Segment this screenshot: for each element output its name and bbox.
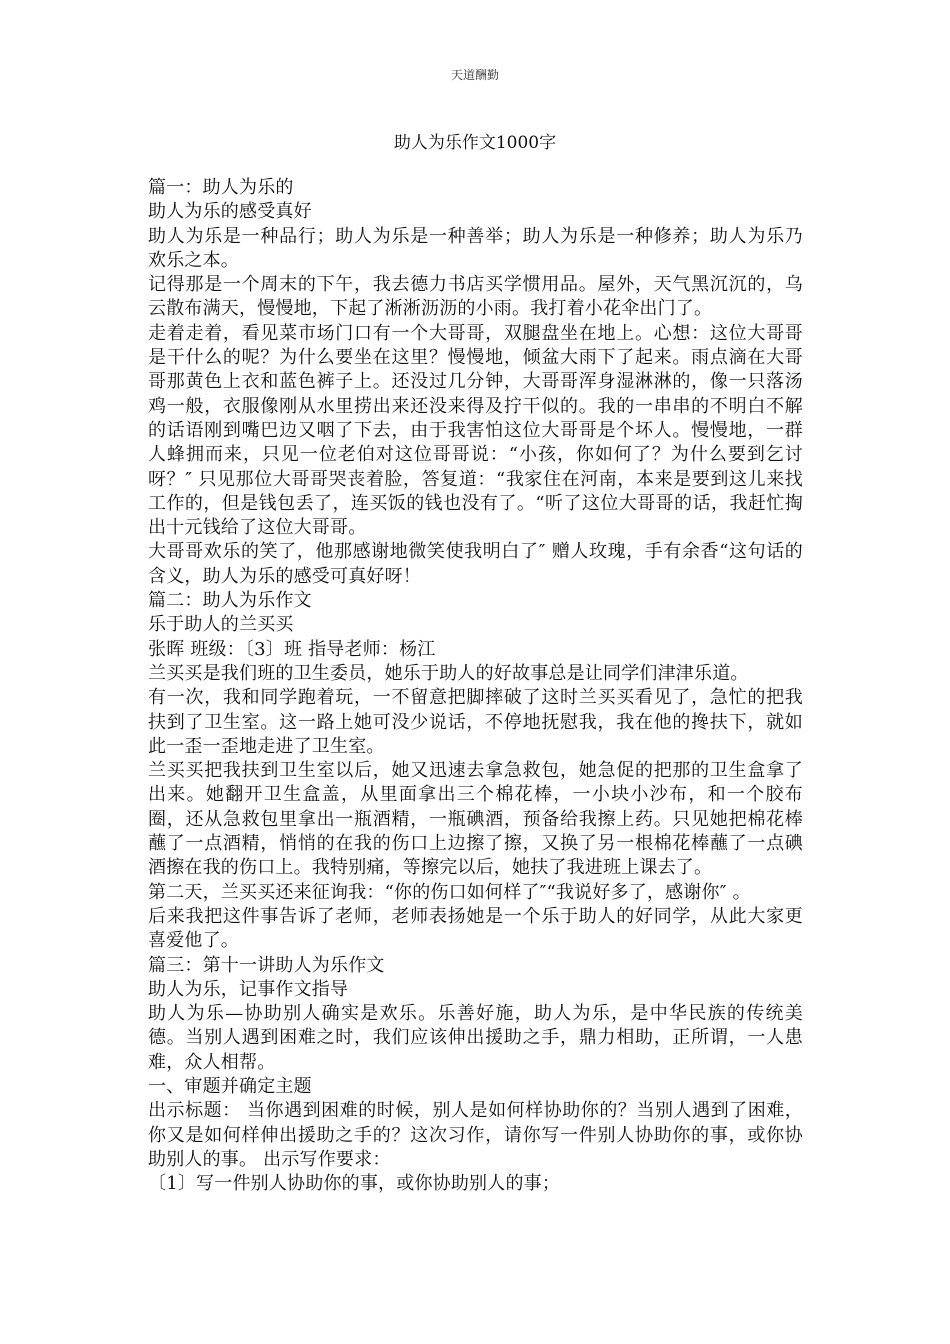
paragraph: 助人为乐—协助别人确实是欢乐。乐善好施，助人为乐，是中华民族的传统美德。当别人遇到困难之时，我们应该伸出援助之手，鼎力相助，正所谓，一人患难，众人相帮。 [148, 1003, 803, 1073]
paragraph: 出示标题： 当你遇到困难的时候，别人是如何样协助你的？当别人遇到了困难，你又是如何样伸出援助之手的？这次习作，请你写一件别人协助你的事，或你协助别人的事。 出示写作要求： [148, 1100, 803, 1170]
paragraph: 兰买买是我们班的卫生委员，她乐于助人的好故事总是让同学们津津乐道。 [148, 662, 749, 684]
page-header: 天道酬勤 [450, 68, 499, 82]
section-heading-2: 篇二：助人为乐作文 [148, 590, 312, 612]
document-body [148, 176, 803, 1196]
list-item: 〔1〕写一件别人协助你的事，或你协助别人的事； [148, 1173, 561, 1195]
document-title: 助人为乐作文1000字 [393, 133, 557, 153]
paragraph: 助人为乐是一种品行；助人为乐是一种善举；助人为乐是一种修养；助人为乐乃欢乐之本。 [148, 225, 803, 271]
paragraph: 走着走着，看见菜市场门口有一个大哥哥，双腿盘坐在地上。心想：这位大哥哥是干什么的呢？为什么要坐在这里？慢慢地，倾盆大雨下了起来。雨点滴在大哥哥那黄色上衣和蓝色裤子上。还没过几分钟，大哥哥浑身湿淋淋的，像一只落汤鸡一般，衣服像刚从水里捞出来还没来得及拧干似的。我的一串串的不明白不解的话语刚到嘴巴边又咽了下去，由于我害怕这位大哥哥是个坏人。慢慢地，一群人蜂拥而来，只见一位老伯对这位哥哥说：“小孩，你如何了？为什么要到乞讨呀？″ 只见那位大哥哥哭丧着脸，答复道：“我家住在河南，本来是要到这儿来找工作的，但是钱包丢了，连买饭的钱也没有了。“听了这位大哥哥的话，我赶忙掏出十元钱给了这位大哥哥。 [148, 322, 803, 539]
paragraph: 大哥哥欢乐的笑了，他那感谢地微笑使我明白了″ 赠人玫瑰，手有余香“这句话的含义，助人为乐的感受可真好呀！ [148, 541, 803, 587]
paragraph: 后来我把这件事告诉了老师，老师表扬她是一个乐于助人的好同学，从此大家更喜爱他了。 [148, 905, 803, 952]
essay-title-1: 助人为乐的感受真好 [148, 201, 312, 223]
author-line: 张晖 班级：〔3〕班 指导老师：杨江 [148, 638, 436, 660]
paragraph: 兰买买把我扶到卫生室以后，她又迅速去拿急救包，她急促的把那的卫生盒拿了出来。她翻开卫生盒盖，从里面拿出三个棉花棒，一小块小沙布，和一个胶布圈，还从急救包里拿出一瓶酒精，一瓶碘酒，预备给我擦上药。只见她把棉花棒蘸了一点酒精，悄悄的在我的伤口上边擦了擦，又换了另一根棉花棒蘸了一点碘酒擦在我的伤口上。我特别痛，等擦完以后，她扶了我进班上课去了。 [148, 760, 803, 879]
section-heading-1: 篇一：助人为乐的 [148, 177, 294, 198]
paragraph: 第二天，兰买买还来征询我：“你的伤口如何样了″“我说好多了，感谢你″ 。 [148, 881, 751, 903]
essay-title-2: 乐于助人的兰买买 [148, 614, 294, 636]
paragraph: 有一次，我和同学跑着玩，一不留意把脚摔破了这时兰买买看见了，急忙的把我扶到了卫生室。这一路上她可没少说话，不停地抚慰我，我在他的搀扶下，就如此一歪一歪地走进了卫生室。 [148, 687, 803, 757]
subheading: 一、审题并确定主题 [148, 1075, 312, 1097]
section-heading-3: 篇三：第十一讲助人为乐作文 [148, 954, 385, 976]
essay-title-3: 助人为乐，记事作文指导 [148, 978, 349, 1000]
paragraph: 记得那是一个周末的下午，我去德力书店买学惯用品。屋外，天气黑沉沉的，乌云散布满天，慢慢地，下起了淅淅沥沥的小雨。我打着小花伞出门了。 [148, 274, 803, 320]
